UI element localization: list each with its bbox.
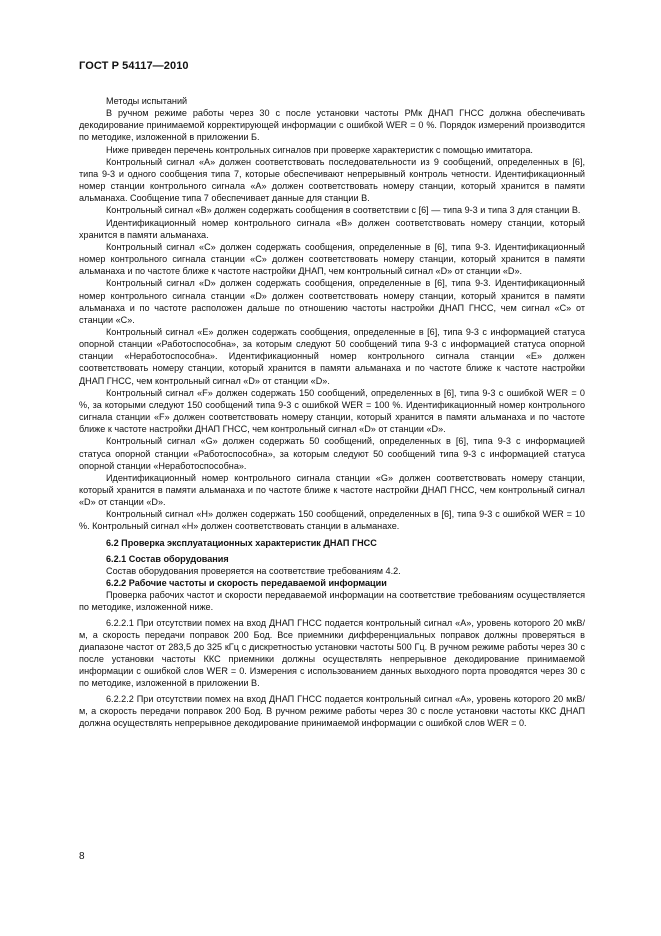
section-heading-6-2-2: 6.2.2 Рабочие частоты и скорость передаваемой информации [106,578,387,589]
paragraph-6-2-2-1: 6.2.2.1 При отсутствии помех на вход ДНАП ГНСС подается контрольный сигнал «А», уровень которого 20 мкВ/м, а скорость передачи поправок 200 Бод. Все приемники дифференциальных поправок должны проверяться в диапазоне частот от 283,5 до 325 кГц с дискретностью установки частоты 500 Гц. В ручном режиме работы через 30 с после установки частоты ККС приемники должны осуществлять непрерывное декодирование принимаемой информации с ошибкой слов WER = 0. Измерения с использованием данных выходного порта проводятся через 30 с по методике, изложенной в приложении В. [79,617,585,689]
paragraph: Состав оборудования проверяется на соответствие требованиям 4.2. [106,565,401,576]
paragraph-6-2-2-2: 6.2.2.2 При отсутствии помех на вход ДНАП ГНСС подается контрольный сигнал «А», уровень которого 20 мкВ/м, а скорость передачи поправок 200 Бод. В ручном режиме работы через 30 с после установки частоты ККС ДНАП должна осуществлять непрерывное декодирование принимаемой информации с ошибкой слов WER = 0. [79,693,585,728]
page-number: 8 [79,851,85,862]
paragraph: Контрольный сигнал «С» должен содержать сообщения, определенные в [6], типа 9-3. Идентификационный номер контрольного сигнала станции «С» должен соответствовать номеру станции, который хранится в памяти альманаха и по частоте ближе к частоте настройки ДНАП, чем контрольный сигнал «D» от станции «D». [79,241,585,277]
paragraph: Ниже приведен перечень контрольных сигналов при проверке характеристик с помощью имитатора. [106,144,533,155]
paragraph: Контрольный сигнал «G» должен содержать 50 сообщений, определенных в [6], типа 9-3 с информацией статуса опорной станции «Работоспособна», за которым следуют 50 сообщений типа 9-3 с информацией статуса опорной станции «Неработоспособна». [79,436,585,471]
paragraph: Проверка рабочих частот и скорости передаваемой информации на соответствие требованиям осуществляется по методике, изложенной ниже. [79,590,585,613]
section-heading-6-2-1: 6.2.1 Состав оборудования [106,553,229,564]
paragraph: Контрольный сигнал «А» должен соответствовать последовательности из 9 сообщений, определенных в [6], типа 9-3 и одного сообщения типа 7, которые обеспечивают непрерывный контроль четности. Идентификационный номер станции контрольного сигнала «А» должен соответствовать номеру станции, который хранится в памяти альманаха. Сообщение типа 7 обеспечивает данные для станции В. [79,156,585,204]
paragraph: Идентификационный номер контрольного сигнала «В» должен соответствовать номеру станции, который хранится в памяти альманаха. [79,217,585,240]
document-header: ГОСТ Р 54117—2010 [79,60,189,72]
paragraph: Идентификационный номер контрольного сигнала станции «G» должен соответствовать номеру станции, который хранится в памяти альманаха и по частоте ближе к частоте настройки ДНАП ГНСС, чем контрольный сигнал «D» от станции «D». [79,472,585,508]
paragraph: Контрольный сигнал «F» должен содержать 150 сообщений, определенных в [6], типа 9-3 с ошибкой WER = 0 %, за которыми следуют 150 сообщений типа 9-3 с ошибкой WER = 100 %. Идентификационный номер контрольного сигнала станции «F» должен соответствовать номеру станции, который хранится в памяти альманаха и по частоте ближе к частоте настройки ДНАП ГНСС, чем контрольный сигнал «D» от станции «D». [79,387,585,435]
paragraph: Контрольный сигнал «В» должен содержать сообщения в соответствии с [6] — типа 9-3 и типа 3 для станции В. [106,205,581,216]
paragraph: Контрольный сигнал «H» должен содержать 150 сообщений, определенных в [6], типа 9-3 с ошибкой WER = 10 %. Контрольный сигнал «H» должен соответствовать станции в альманахе. [79,509,585,532]
section-heading-6-2: 6.2 Проверка эксплуатационных характеристик ДНАП ГНСС [106,537,377,548]
document-body [79,95,585,729]
paragraph-test-methods-heading: Методы испытаний [106,96,188,106]
paragraph: Контрольный сигнал «D» должен содержать сообщения, определенные в [6], типа 9-3. Идентификационный номер контрольного сигнала станции «D» должен соответствовать номеру станции, который хранится в памяти альманаха и по частоте расположен дальше по отношению частоты настройки ДНАП ГНСС, чем сигнал «С» от станции «С». [79,278,585,325]
paragraph: В ручном режиме работы через 30 с после установки частоты РМк ДНАП ГНСС должна обеспечивать декодирование принимаемой корректирующей информации с ошибкой WER = 0 %. Порядок измерений производится по методике, изложенной в приложении Б. [79,108,585,143]
paragraph: Контрольный сигнал «Е» должен содержать сообщения, определенные в [6], типа 9-3 с информацией статуса опорной станции «Работоспособна», за которым следуют 50 сообщений типа 9-3 с информацией статуса опорной станции «Неработоспособна». Идентификационный номер контрольного сигнала станции «Е» должен соответствовать номеру станции, который хранится в памяти альманаха и по частоте ближе к частоте настройки ДНАП ГНСС, чем контрольный сигнал «D» от станции «D». [79,326,585,386]
